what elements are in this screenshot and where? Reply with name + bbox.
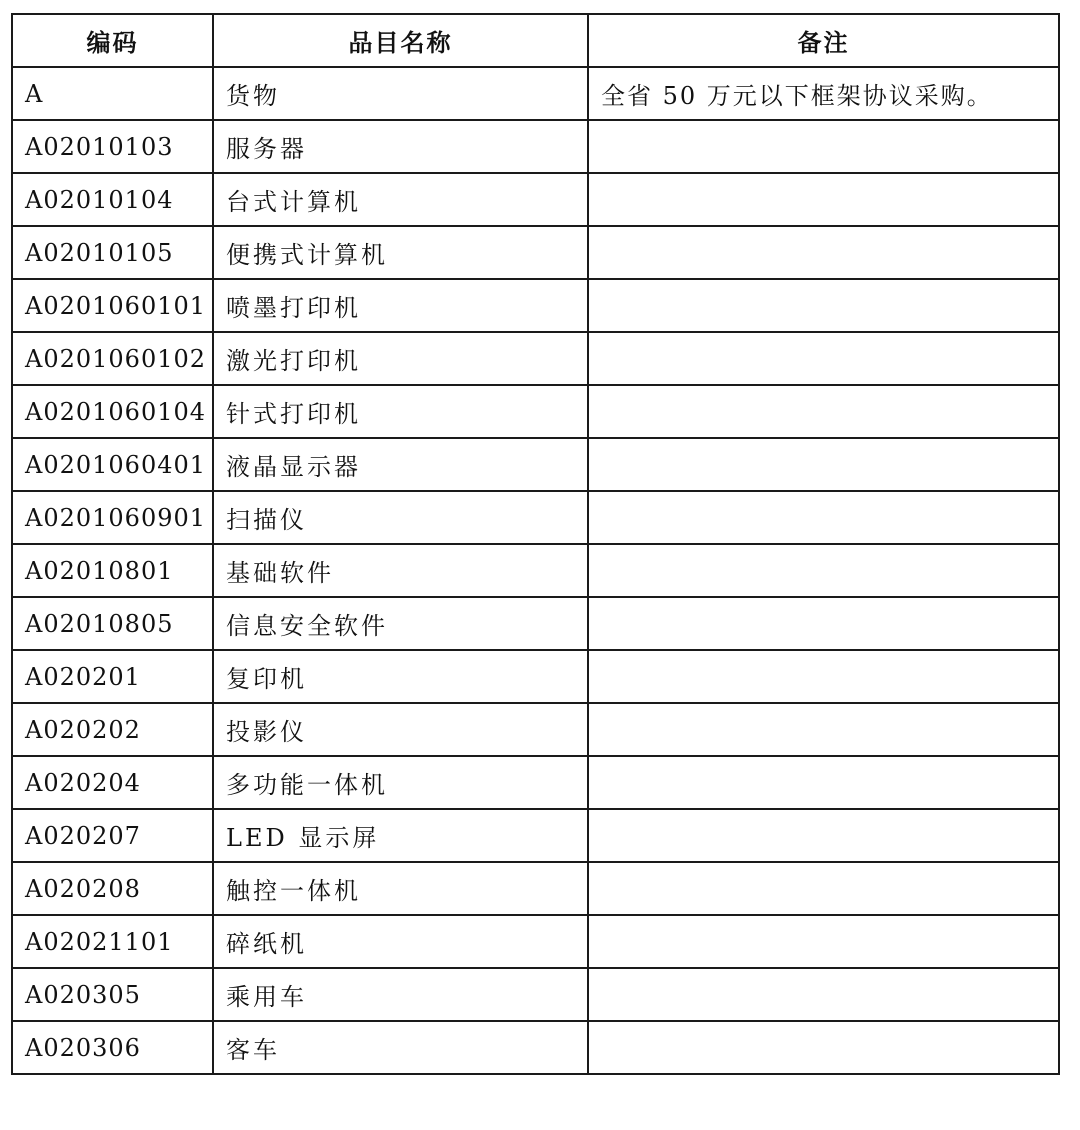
cell-remarks [588,703,1059,756]
table-row [12,67,1059,120]
cell-item-name: 复印机 [213,650,588,703]
cell-remarks [588,332,1059,385]
cell-item-name: 信息安全软件 [213,597,588,650]
header-code: 编码 [12,14,213,67]
cell-code: A0201060104 [12,385,213,438]
table-row [12,491,1059,544]
table-row [12,650,1059,703]
cell-item-name: 基础软件 [213,544,588,597]
cell-code: A020201 [12,650,213,703]
table-row [12,385,1059,438]
table-row [12,544,1059,597]
table-row [12,862,1059,915]
cell-item-name: 投影仪 [213,703,588,756]
cell-item-name: 便携式计算机 [213,226,588,279]
table-row [12,597,1059,650]
table-row [12,756,1059,809]
cell-remarks [588,650,1059,703]
cell-remarks [588,915,1059,968]
header-item-name: 品目名称 [213,14,588,67]
cell-remarks: 全省 50 万元以下框架协议采购。 [588,67,1059,120]
cell-item-name: 乘用车 [213,968,588,1021]
cell-remarks [588,173,1059,226]
cell-remarks [588,491,1059,544]
cell-item-name: 扫描仪 [213,491,588,544]
table-row [12,968,1059,1021]
table-row [12,226,1059,279]
cell-code: A020204 [12,756,213,809]
table-row [12,120,1059,173]
cell-code: A020305 [12,968,213,1021]
table-row [12,809,1059,862]
procurement-table-container [11,13,1060,1075]
cell-remarks [588,1021,1059,1074]
cell-item-name: 喷墨打印机 [213,279,588,332]
procurement-catalog-table [11,13,1060,1075]
cell-code: A0201060101 [12,279,213,332]
cell-remarks [588,862,1059,915]
cell-item-name: 台式计算机 [213,173,588,226]
table-header [12,14,1059,67]
table-row [12,703,1059,756]
cell-remarks [588,438,1059,491]
cell-item-name: 触控一体机 [213,862,588,915]
table-row [12,915,1059,968]
cell-item-name: LED 显示屏 [213,809,588,862]
cell-remarks [588,120,1059,173]
cell-code: A020207 [12,809,213,862]
cell-remarks [588,544,1059,597]
cell-remarks [588,809,1059,862]
cell-item-name: 碎纸机 [213,915,588,968]
cell-code: A020306 [12,1021,213,1074]
table-row [12,438,1059,491]
header-remarks: 备注 [588,14,1059,67]
cell-code: A0201060401 [12,438,213,491]
cell-remarks [588,226,1059,279]
cell-remarks [588,968,1059,1021]
cell-item-name: 多功能一体机 [213,756,588,809]
cell-code: A02021101 [12,915,213,968]
cell-item-name: 液晶显示器 [213,438,588,491]
cell-code: A02010805 [12,597,213,650]
cell-remarks [588,756,1059,809]
table-row [12,173,1059,226]
cell-code: A020202 [12,703,213,756]
cell-code: A020208 [12,862,213,915]
cell-code: A0201060102 [12,332,213,385]
header-row [12,14,1059,67]
cell-item-name: 服务器 [213,120,588,173]
table-row [12,332,1059,385]
table-row [12,279,1059,332]
cell-code: A02010105 [12,226,213,279]
cell-item-name: 客车 [213,1021,588,1074]
cell-code: A [12,67,213,120]
cell-remarks [588,279,1059,332]
cell-item-name: 货物 [213,67,588,120]
table-body [12,67,1059,1074]
cell-code: A0201060901 [12,491,213,544]
cell-code: A02010801 [12,544,213,597]
cell-remarks [588,385,1059,438]
cell-remarks [588,597,1059,650]
table-row [12,1021,1059,1074]
cell-item-name: 激光打印机 [213,332,588,385]
cell-code: A02010104 [12,173,213,226]
cell-code: A02010103 [12,120,213,173]
cell-item-name: 针式打印机 [213,385,588,438]
